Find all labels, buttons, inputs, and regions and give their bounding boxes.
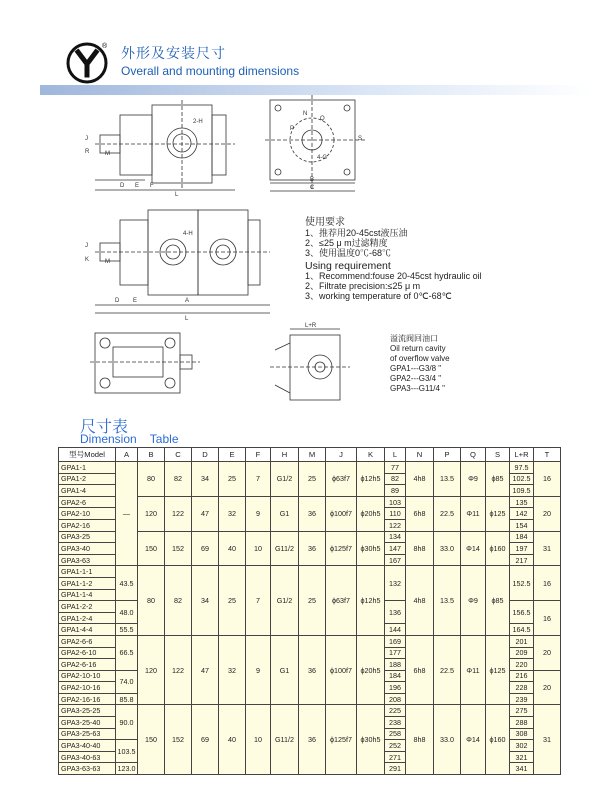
- model-cell: GPA3-25-40: [59, 717, 116, 729]
- a-cell: 85.8: [116, 693, 138, 705]
- a-cell: 90.0: [116, 705, 138, 740]
- t-cell: 20: [534, 635, 561, 670]
- l-cell: 144: [385, 624, 406, 636]
- f-cell: 9: [246, 496, 271, 531]
- lr-cell: 217: [510, 554, 534, 566]
- model-cell: GPA3-25: [59, 531, 116, 543]
- svg-text:J: J: [85, 136, 88, 142]
- l-cell: 110: [385, 508, 406, 520]
- k-cell: ϕ12h5: [357, 566, 385, 636]
- h-cell: G1: [271, 635, 299, 705]
- model-cell: GPA2-16: [59, 519, 116, 531]
- t-cell: 16: [534, 601, 561, 636]
- model-cell: GPA3-63-63: [59, 763, 116, 775]
- lr-cell: 228: [510, 682, 534, 694]
- lr-cell: 184: [510, 531, 534, 543]
- svg-text:J: J: [85, 243, 88, 249]
- f-cell: 7: [246, 462, 271, 497]
- s-cell: ϕ85: [486, 462, 510, 497]
- l-cell: 188: [385, 659, 406, 671]
- svg-text:R: R: [85, 149, 90, 155]
- q-cell: Φ9: [461, 566, 486, 636]
- p-cell: 22.5: [434, 635, 461, 705]
- usage-requirements: [305, 218, 482, 301]
- t-cell: 16: [534, 462, 561, 497]
- column-header: L+R: [510, 448, 534, 462]
- column-header: E: [219, 448, 246, 462]
- f-cell: 9: [246, 635, 271, 705]
- svg-text:4-G: 4-G: [317, 155, 328, 161]
- lr-cell: 156.5: [510, 601, 534, 624]
- l-cell: 177: [385, 647, 406, 659]
- j-cell: ϕ63f7: [326, 462, 357, 497]
- l-cell: 196: [385, 682, 406, 694]
- l-cell: 167: [385, 554, 406, 566]
- k-cell: ϕ30h5: [357, 531, 385, 566]
- n-cell: 6h8: [406, 496, 434, 531]
- lr-cell: 220: [510, 659, 534, 671]
- svg-text:E: E: [135, 183, 140, 189]
- model-cell: GPA1-2-2: [59, 601, 116, 613]
- t-cell: 20: [534, 670, 561, 705]
- l-cell: 122: [385, 519, 406, 531]
- d-cell: 34: [192, 462, 219, 497]
- k-cell: ϕ20h5: [357, 496, 385, 531]
- lr-cell: 341: [510, 763, 534, 775]
- j-cell: ϕ125f7: [326, 531, 357, 566]
- lr-cell: 321: [510, 751, 534, 763]
- requirement-item: 3、使用温度0℃-68℃: [305, 248, 392, 258]
- requirement-item: 2、Filtrate precision:≤25 μ m: [305, 281, 421, 291]
- e-cell: 32: [219, 635, 246, 705]
- s-cell: ϕ160: [486, 531, 510, 566]
- column-header: T: [534, 448, 561, 462]
- j-cell: ϕ125f7: [326, 705, 357, 775]
- d-cell: 47: [192, 635, 219, 705]
- oil-line: 溢流阀回油口: [390, 334, 438, 343]
- column-header: L: [385, 448, 406, 462]
- l-cell: 225: [385, 705, 406, 717]
- lr-cell: 275: [510, 705, 534, 717]
- c-cell: 152: [165, 705, 192, 775]
- double-pump-side-view: [85, 210, 270, 322]
- j-cell: ϕ100f7: [326, 635, 357, 705]
- brand-logo: [66, 40, 110, 84]
- b-cell: 150: [138, 531, 165, 566]
- oil-line: Oil return cavity: [390, 344, 446, 353]
- m-cell: 36: [299, 531, 326, 566]
- model-cell: GPA2-6-16: [59, 659, 116, 671]
- svg-text:®: ®: [102, 43, 108, 50]
- page-title-cn: 外形及安装尺寸: [121, 45, 226, 61]
- flange-front-view: [265, 95, 365, 191]
- oil-line: GPA1---G3/8 ": [390, 364, 442, 373]
- column-header: H: [271, 448, 299, 462]
- svg-text:C: C: [310, 185, 315, 191]
- s-cell: ϕ125: [486, 496, 510, 531]
- n-cell: 4h8: [406, 462, 434, 497]
- dimension-table-title-en: Dimension Table: [80, 432, 179, 446]
- n-cell: 6h8: [406, 635, 434, 705]
- model-cell: GPA2-10: [59, 508, 116, 520]
- b-cell: 120: [138, 635, 165, 705]
- c-cell: 122: [165, 635, 192, 705]
- bottom-top-view: [90, 333, 200, 393]
- lr-cell: 102.5: [510, 473, 534, 485]
- table-row: [59, 705, 561, 717]
- l-cell: 184: [385, 670, 406, 682]
- lr-cell: 164.5: [510, 624, 534, 636]
- requirements-title-en: Using requirement: [305, 260, 391, 272]
- svg-text:N: N: [303, 111, 308, 117]
- a-cell: 103.5: [116, 740, 138, 763]
- single-pump-side-view: [85, 100, 235, 198]
- column-header: S: [486, 448, 510, 462]
- n-cell: 8h8: [406, 531, 434, 566]
- model-cell: GPA2-10-10: [59, 670, 116, 682]
- l-cell: 271: [385, 751, 406, 763]
- svg-text:M: M: [105, 151, 110, 157]
- l-cell: 291: [385, 763, 406, 775]
- a-cell: 55.5: [116, 624, 138, 636]
- lr-cell: 97.5: [510, 462, 534, 474]
- svg-text:F: F: [150, 183, 154, 189]
- svg-text:M: M: [105, 259, 110, 265]
- oil-return-note: [390, 334, 450, 394]
- oil-line: GPA3---G11/4 ": [390, 384, 446, 393]
- k-cell: ϕ30h5: [357, 705, 385, 775]
- model-cell: GPA2-6: [59, 496, 116, 508]
- l-cell: 238: [385, 717, 406, 729]
- f-cell: 10: [246, 705, 271, 775]
- lr-cell: 152.5: [510, 566, 534, 601]
- l-cell: 258: [385, 728, 406, 740]
- svg-text:P: P: [290, 126, 295, 132]
- e-cell: 25: [219, 566, 246, 636]
- l-cell: 89: [385, 485, 406, 497]
- model-cell: GPA1-1-4: [59, 589, 116, 601]
- svg-text:E: E: [133, 298, 138, 304]
- column-header: Q: [461, 448, 486, 462]
- column-header: J: [326, 448, 357, 462]
- m-cell: 36: [299, 635, 326, 705]
- l-cell: 136: [385, 601, 406, 624]
- dimension-table-title-cn: 尺寸表: [80, 419, 129, 436]
- q-cell: Φ9: [461, 462, 486, 497]
- lr-cell: 109.5: [510, 485, 534, 497]
- t-cell: 31: [534, 705, 561, 775]
- l-cell: 147: [385, 543, 406, 555]
- column-header: P: [434, 448, 461, 462]
- a-cell: 43.5: [116, 566, 138, 601]
- oil-line: GPA2---G3/4 ": [390, 374, 442, 383]
- model-cell: GPA3-40: [59, 543, 116, 555]
- model-cell: GPA1-4: [59, 485, 116, 497]
- s-cell: ϕ160: [486, 705, 510, 775]
- lr-cell: 308: [510, 728, 534, 740]
- q-cell: Φ11: [461, 635, 486, 705]
- m-cell: 36: [299, 705, 326, 775]
- s-cell: ϕ125: [486, 635, 510, 705]
- column-header: M: [299, 448, 326, 462]
- oil-line: of overflow valve: [390, 354, 450, 363]
- k-cell: ϕ12h5: [357, 462, 385, 497]
- q-cell: Φ14: [461, 705, 486, 775]
- f-cell: 10: [246, 531, 271, 566]
- model-cell: GPA1-4-4: [59, 624, 116, 636]
- a-cell: —: [116, 462, 138, 566]
- model-cell: GPA2-6-10: [59, 647, 116, 659]
- column-header: A: [116, 448, 138, 462]
- d-cell: 69: [192, 705, 219, 775]
- table-row: [59, 566, 561, 578]
- j-cell: ϕ63f7: [326, 566, 357, 636]
- table-header-row: [59, 448, 561, 462]
- j-cell: ϕ100f7: [326, 496, 357, 531]
- svg-text:K: K: [85, 257, 90, 263]
- svg-text:L: L: [185, 316, 189, 322]
- model-cell: GPA1-1-1: [59, 566, 116, 578]
- e-cell: 40: [219, 531, 246, 566]
- l-cell: 77: [385, 462, 406, 474]
- l-cell: 252: [385, 740, 406, 752]
- n-cell: 8h8: [406, 705, 434, 775]
- e-cell: 25: [219, 462, 246, 497]
- t-cell: 31: [534, 531, 561, 566]
- p-cell: 33.0: [434, 531, 461, 566]
- svg-text:B: B: [310, 177, 315, 183]
- m-cell: 36: [299, 496, 326, 531]
- h-cell: G11/2: [271, 705, 299, 775]
- dimension-table: [58, 447, 561, 775]
- c-cell: 82: [165, 566, 192, 636]
- table-row: [59, 635, 561, 647]
- m-cell: 25: [299, 566, 326, 636]
- requirement-item: 2、≤25 μ m过滤精度: [305, 238, 388, 248]
- t-cell: 20: [534, 496, 561, 531]
- l-cell: 103: [385, 496, 406, 508]
- lr-cell: 135: [510, 496, 534, 508]
- page-title-en: Overall and mounting dimensions: [121, 64, 300, 78]
- t-cell: 16: [534, 566, 561, 601]
- l-cell: 132: [385, 566, 406, 601]
- p-cell: 22.5: [434, 496, 461, 531]
- h-cell: G1/2: [271, 566, 299, 636]
- table-row: [59, 462, 561, 474]
- l-cell: 208: [385, 693, 406, 705]
- lr-cell: 288: [510, 717, 534, 729]
- e-cell: 32: [219, 496, 246, 531]
- svg-text:D: D: [115, 298, 120, 304]
- svg-text:4-H: 4-H: [183, 231, 193, 237]
- model-cell: GPA3-63: [59, 554, 116, 566]
- q-cell: Φ11: [461, 496, 486, 531]
- column-header: N: [406, 448, 434, 462]
- a-cell: 123.0: [117, 764, 136, 774]
- requirement-item: 1、推荐用20-45cst液压油: [305, 228, 408, 238]
- q-cell: Φ14: [461, 531, 486, 566]
- lr-cell: 154: [510, 519, 534, 531]
- header-band: [40, 85, 592, 95]
- model-cell: GPA2-10-16: [59, 682, 116, 694]
- lr-cell: 302: [510, 740, 534, 752]
- a-cell: 48.0: [116, 601, 138, 624]
- b-cell: 80: [138, 566, 165, 636]
- svg-text:2-H: 2-H: [193, 119, 203, 125]
- b-cell: 150: [138, 705, 165, 775]
- s-cell: ϕ85: [486, 566, 510, 636]
- c-cell: 82: [165, 462, 192, 497]
- l-cell: 134: [385, 531, 406, 543]
- c-cell: 122: [165, 496, 192, 531]
- column-header: K: [357, 448, 385, 462]
- model-cell: GPA1-2-4: [59, 612, 116, 624]
- column-header: 型号Model: [59, 448, 116, 462]
- column-header: C: [165, 448, 192, 462]
- lr-cell: 142: [510, 508, 534, 520]
- b-cell: 120: [138, 496, 165, 531]
- svg-text:L: L: [175, 192, 179, 198]
- lr-cell: 239: [510, 693, 534, 705]
- p-cell: 13.5: [434, 566, 461, 636]
- svg-text:S: S: [358, 136, 363, 142]
- d-cell: 34: [192, 566, 219, 636]
- requirement-item: 3、working temperature of 0℃-68℃: [305, 291, 452, 301]
- d-cell: 47: [192, 496, 219, 531]
- column-header: D: [192, 448, 219, 462]
- model-cell: GPA3-25-25: [59, 705, 116, 717]
- p-cell: 13.5: [434, 462, 461, 497]
- svg-text:A: A: [185, 298, 190, 304]
- k-cell: ϕ20h5: [357, 635, 385, 705]
- model-cell: GPA3-25-63: [59, 728, 116, 740]
- h-cell: G1/2: [271, 462, 299, 497]
- model-cell: GPA1-1-2: [59, 577, 116, 589]
- requirements-title-cn: 使用要求: [305, 217, 345, 228]
- model-cell: GPA3-40-63: [59, 751, 116, 763]
- requirement-item: 1、Recommend:fouse 20-45cst hydraulic oil: [305, 271, 482, 281]
- model-cell: GPA1-2: [59, 473, 116, 485]
- b-cell: 80: [138, 462, 165, 497]
- a-cell: 66.5: [116, 635, 138, 670]
- lr-cell: 216: [510, 670, 534, 682]
- lr-cell: 197: [510, 543, 534, 555]
- e-cell: 40: [219, 705, 246, 775]
- a-cell: 74.0: [116, 670, 138, 693]
- lr-cell: 201: [510, 635, 534, 647]
- n-cell: 4h8: [406, 566, 434, 636]
- model-cell: GPA3-40-40: [59, 740, 116, 752]
- p-cell: 33.0: [434, 705, 461, 775]
- l-cell: 169: [385, 635, 406, 647]
- column-header: F: [246, 448, 271, 462]
- d-cell: 69: [192, 531, 219, 566]
- svg-text:L+R: L+R: [305, 323, 317, 329]
- model-cell: GPA2-6-6: [59, 635, 116, 647]
- l-cell: 82: [385, 473, 406, 485]
- svg-text:D: D: [120, 183, 125, 189]
- h-cell: G1: [271, 496, 299, 531]
- bottom-front-view: [270, 323, 350, 400]
- column-header: B: [138, 448, 165, 462]
- f-cell: 7: [246, 566, 271, 636]
- svg-text:Q: Q: [320, 116, 325, 122]
- h-cell: G11/2: [271, 531, 299, 566]
- model-cell: GPA2-16-16: [59, 693, 116, 705]
- c-cell: 152: [165, 531, 192, 566]
- m-cell: 25: [299, 462, 326, 497]
- model-cell: GPA1-1: [59, 462, 116, 474]
- lr-cell: 209: [510, 647, 534, 659]
